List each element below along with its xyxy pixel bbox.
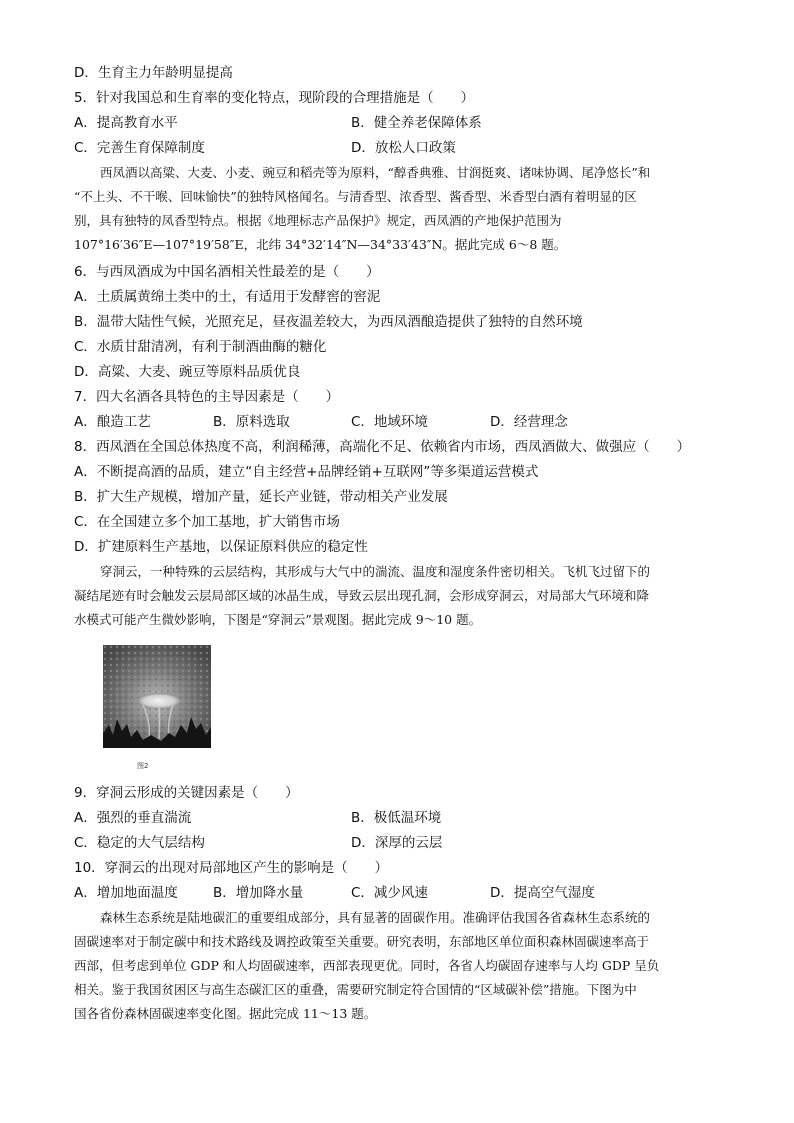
passage3-line4: 相关。鉴于我国贫困区与高生态碳汇区的重叠，需要研究制定符合国情的“区域碳补偿”措施。下图为中	[74, 982, 637, 997]
figure-caption: 图2	[137, 762, 149, 770]
q9-option-d: D．深厚的云层	[351, 835, 443, 851]
q5-option-d: D．放松人口政策	[351, 140, 456, 156]
q5-option-c: C．完善生育保障制度	[74, 140, 205, 156]
q6-option-b: B．温带大陆性气候，光照充足，昼夜温差较大，为西凤酒酿造提供了独特的自然环境	[74, 314, 583, 330]
q7-stem: 7．四大名酒各具特色的主导因素是（ ）	[74, 389, 340, 405]
q9-option-a: A．强烈的垂直湍流	[74, 810, 192, 826]
q9-stem: 9．穿洞云形成的关键因素是（ ）	[74, 785, 299, 801]
q7-option-d: D．经营理念	[490, 414, 568, 430]
q6-option-c: C．水质甘甜清冽，有利于制酒曲酶的糖化	[74, 339, 327, 355]
q8-option-a: A．不断提高酒的品质，建立“自主经营+品牌经销+互联网”等多渠道运营模式	[74, 464, 539, 480]
q6-stem: 6．与西凤酒成为中国名酒相关性最差的是（ ）	[74, 264, 380, 280]
passage1-line2: “不上头、不干喉、回味愉快”的独特风格闻名。与清香型、浓香型、酱香型、米香型白酒有着明显的区	[74, 189, 637, 204]
passage2-line1: 穿洞云，一种特殊的云层结构，其形成与大气中的湍流、温度和湿度条件密切相关。飞机飞过留下的	[100, 564, 651, 579]
q5-option-a: A．提高教育水平	[74, 115, 178, 131]
passage-hole-punch-cloud	[74, 560, 720, 632]
q10-stem: 10．穿洞云的出现对局部地区产生的影响是（ ）	[74, 860, 389, 876]
q6-option-d: D．高粱、大麦、豌豆等原料品质优良	[74, 364, 301, 380]
passage1-line4: 107°16′36″E—107°19′58″E，北纬 34°32′14″N—34°33′43″N。据此完成 6～8 题。	[74, 237, 567, 252]
passage-xifeng-liquor	[74, 161, 720, 257]
passage3-line5: 国各省份森林固碳速率变化图。据此完成 11～13 题。	[74, 1006, 377, 1021]
q10-option-a: A．增加地面温度	[74, 885, 178, 901]
passage3-line1: 森林生态系统是陆地碳汇的重要组成部分，具有显著的固碳作用。准确评估我国各省森林生态系统的	[100, 910, 651, 925]
passage3-line2: 固碳速率对于制定碳中和技术路线及调控政策至关重要。研究表明，东部地区单位面积森林固碳速率高于	[74, 934, 650, 949]
passage-forest-carbon	[74, 906, 720, 1026]
q10-option-d: D．提高空气湿度	[490, 885, 595, 901]
q9-option-c: C．稳定的大气层结构	[74, 835, 205, 851]
q4-option-d: D．生育主力年龄明显提高	[74, 65, 233, 81]
q10-option-b: B．增加降水量	[213, 885, 304, 901]
q8-option-d: D．扩建原料生产基地，以保证原料供应的稳定性	[74, 539, 368, 555]
q8-stem: 8．西凤酒在全国总体热度不高，利润稀薄，高端化不足、依赖省内市场，西凤酒做大、做强应（ ）	[74, 439, 691, 455]
q9-option-b: B．极低温环境	[351, 810, 442, 826]
q7-option-c: C．地域环境	[351, 414, 428, 430]
passage1-line1: 西凤酒以高粱、大麦、小麦、豌豆和稻壳等为原料，“醇香典雅、甘润挺爽、诸味协调、尾净悠长”和	[100, 165, 651, 180]
q7-option-a: A．酿造工艺	[74, 414, 151, 430]
passage2-line3: 水模式可能产生微妙影响，下图是“穿洞云”景观图。据此完成 9～10 题。	[74, 612, 482, 627]
q5-stem: 5．针对我国总和生育率的变化特点，现阶段的合理措施是（ ）	[74, 90, 475, 106]
passage2-line2: 凝结尾迹有时会触发云层局部区域的冰晶生成，导致云层出现孔洞，会形成穿洞云，对局部大气环境和降	[74, 588, 650, 603]
q5-option-b: B．健全养老保障体系	[351, 115, 482, 131]
q10-option-c: C．减少风速	[351, 885, 428, 901]
passage1-line3: 别，具有独特的凤香型特点。根据《地理标志产品保护》规定，西凤酒的产地保护范围为	[74, 213, 562, 228]
q8-option-c: C．在全国建立多个加工基地，扩大销售市场	[74, 514, 340, 530]
q6-option-a: A．土质属黄绵土类中的土，有适用于发酵窖的窖泥	[74, 289, 381, 305]
passage3-line3: 西部，但考虑到单位 GDP 和人均固碳速率，西部表现更优。同时，各省人均碳固存速率与人均 GDP 呈负	[74, 958, 660, 973]
q7-option-b: B．原料选取	[213, 414, 290, 430]
hole-punch-cloud-photo	[103, 645, 211, 748]
q8-option-b: B．扩大生产规模，增加产量，延长产业链，带动相关产业发展	[74, 489, 448, 505]
